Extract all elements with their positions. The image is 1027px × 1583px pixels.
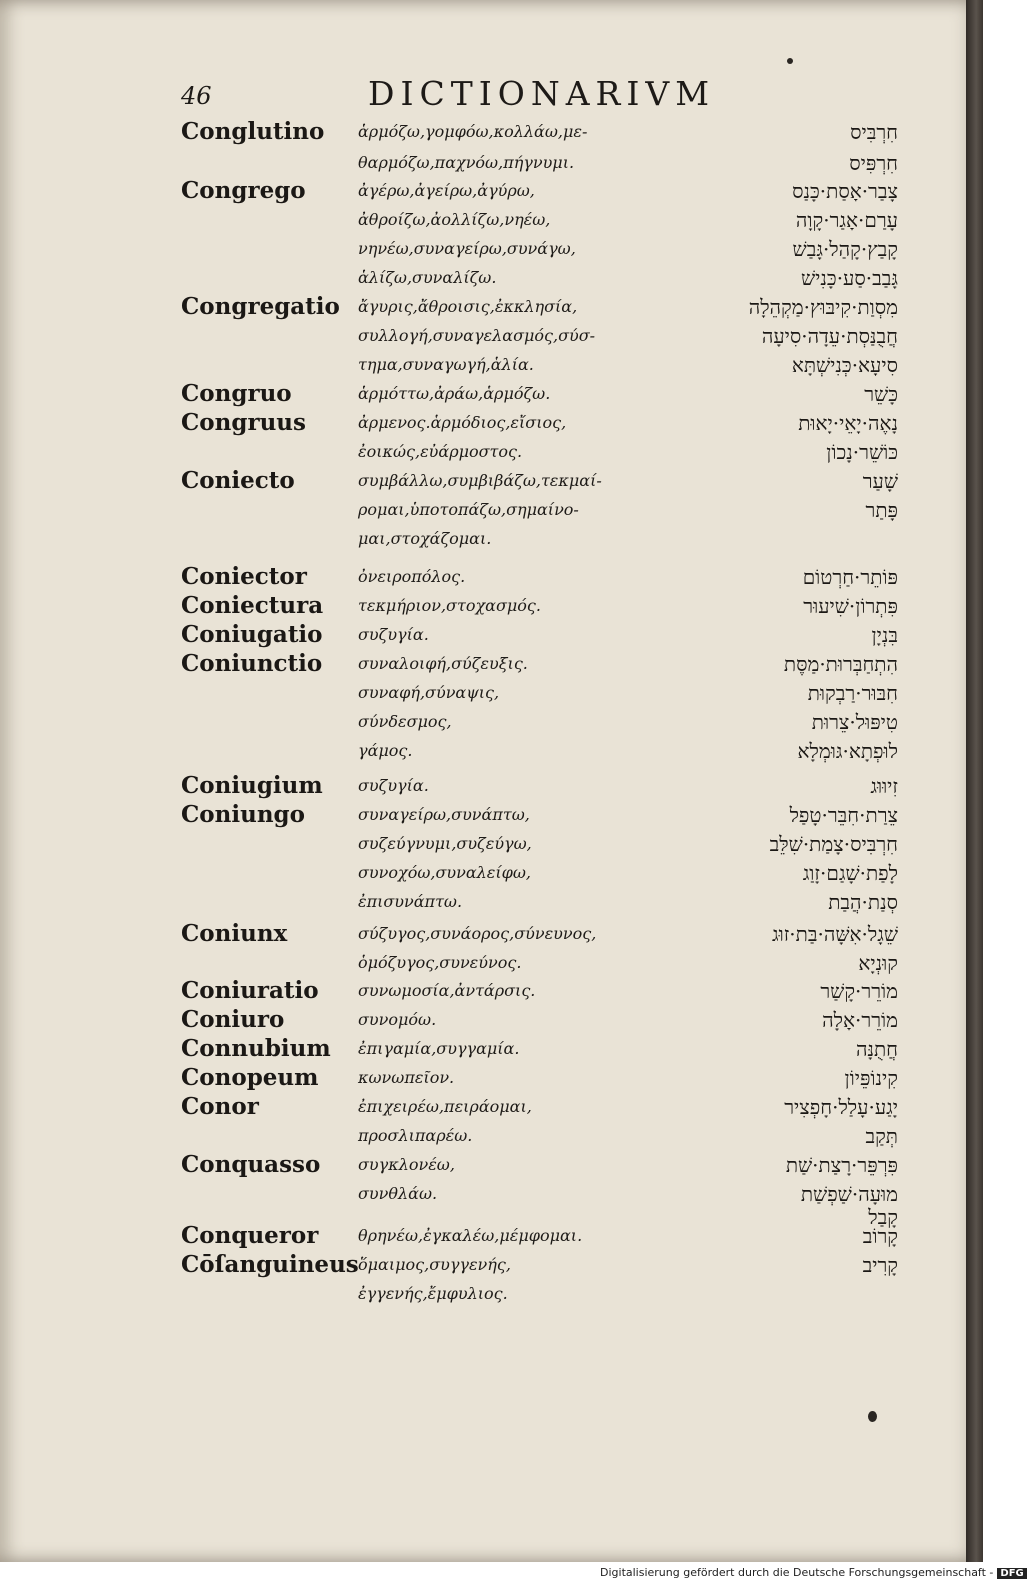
entry-row [0, 801, 983, 830]
entry-row [0, 920, 983, 949]
latin-headword: Coniuro [181, 1006, 285, 1033]
greek-equivalents: συναγείρω,συνάπτω, [358, 805, 530, 824]
hebrew-equivalents: קוּנְיָא [858, 951, 898, 975]
entry-row [0, 467, 983, 496]
greek-equivalents: ἄγυρις,ἄθροισις,ἐκκλησία, [358, 297, 578, 316]
entry-row [0, 496, 983, 525]
greek-equivalents: ἀρμενος.ἁρμόδιος,εἴσιος, [358, 413, 567, 432]
greek-equivalents: ἐπιγαμία,συγγαμία. [358, 1039, 520, 1058]
hebrew-equivalents: צָבַר·אָסַת·כָּנַס [792, 179, 898, 203]
hebrew-equivalents: צֵרַת·חִבֵּר·טָפַל [789, 803, 898, 827]
greek-equivalents: ὅμαιμος,συγγενής, [358, 1255, 511, 1274]
latin-headword: Conquasso [181, 1151, 321, 1178]
latin-headword: Coniunx [181, 920, 288, 947]
latin-headword: Conor [181, 1093, 259, 1120]
greek-equivalents: τημα,συναγωγή,ἁλία. [358, 355, 534, 374]
hebrew-equivalents: שָׁעַר [862, 469, 898, 493]
latin-headword: Coniuratio [181, 977, 319, 1004]
latin-headword: Congregatio [181, 293, 340, 320]
ink-dot [787, 58, 793, 64]
entry-row [0, 177, 983, 206]
hebrew-equivalents: חִרְבִּיס·צָמַת·שִׁלֵּב [769, 832, 898, 856]
entry-row [0, 118, 983, 147]
greek-equivalents: ἐπισυνάπτω. [358, 892, 463, 911]
hebrew-equivalents: מִסְוַת·קִיבּוּץ·מַקְהֵלָה [748, 295, 898, 319]
hebrew-equivalents: קָבַץ·קָהַל·גָּבַשׁ [792, 237, 898, 261]
entry-row [0, 322, 983, 351]
hebrew-equivalents: פִּרְפֵּר·רָצַת·שַׁת [785, 1153, 898, 1177]
greek-equivalents: συζυγία. [358, 776, 429, 795]
latin-headword: Conglutino [181, 118, 325, 145]
ink-dot [868, 1411, 877, 1422]
greek-equivalents: ἀγέρω,ἀγείρω,ἀγύρω, [358, 181, 535, 200]
entry-row [0, 737, 983, 766]
hebrew-equivalents: תְּקַב [865, 1124, 898, 1148]
greek-equivalents: συζεύγνυμι,συζεύγω, [358, 834, 532, 853]
latin-headword: Coniecto [181, 467, 295, 494]
entry-row [0, 679, 983, 708]
latin-headword: Coniugium [181, 772, 323, 799]
greek-equivalents: προσλιπαρέω. [358, 1126, 473, 1145]
greek-equivalents: ἐοικώς,εὐάρμοστος. [358, 442, 523, 461]
hebrew-equivalents: טִיפּוּל·צֵרוּת [811, 710, 898, 734]
hebrew-equivalents: קִינוֹפֵּיוֹן [844, 1066, 898, 1090]
greek-equivalents: συνθλάω. [358, 1184, 438, 1203]
entry-row [0, 149, 983, 178]
hebrew-equivalents: נָאֶה·יָאֵי·יָאוּת [798, 411, 898, 435]
entry-row [0, 380, 983, 409]
entry-row [0, 977, 983, 1006]
latin-headword: Connubium [181, 1035, 331, 1062]
latin-headword: Congrego [181, 177, 306, 204]
entry-row [0, 1222, 983, 1251]
greek-equivalents: συνοχόω,συναλείφω, [358, 863, 531, 882]
hebrew-equivalents: פִּתְרוֹן·שִׁיעוּר [803, 594, 898, 618]
latin-headword: Conopeum [181, 1064, 319, 1091]
hebrew-equivalents: זִיוּוּג [870, 774, 898, 798]
hebrew-equivalents: הִתְחַבְּרוּת·מַסֶּת [783, 652, 898, 676]
greek-equivalents: σύζυγος,συνάορος,σύνευνος, [358, 924, 597, 943]
entry-row [0, 1251, 983, 1280]
greek-equivalents: μαι,στοχάζομαι. [358, 529, 492, 548]
entry-row [0, 1064, 983, 1093]
entry-row [0, 235, 983, 264]
footer-credit: Digitalisierung gefördert durch die Deutsche Forschungsgemeinschaft - [600, 1566, 994, 1579]
hebrew-equivalents: קָרִיב [862, 1253, 898, 1277]
entry-row [0, 772, 983, 801]
hebrew-equivalents: סִיעָא·כְּנִישְׁתָּא [791, 353, 898, 377]
greek-equivalents: ρομαι,ὑποτοπάζω,σημαίνο- [358, 500, 579, 519]
hebrew-equivalents: לָפַת·שָׁגַם·זָוַג [802, 861, 898, 885]
hebrew-equivalents: מוֹרֵר·אָלָה [822, 1008, 898, 1032]
hebrew-equivalents: פּוֹתֵר·חַרְטוֹם [802, 565, 898, 589]
hebrew-equivalents: גָּבַב·סַע·כָּנִישׁ [801, 266, 898, 290]
entry-row [0, 859, 983, 888]
greek-equivalents: συναφή,σύναψις, [358, 683, 500, 702]
entry-row [0, 293, 983, 322]
entry-row [0, 1280, 983, 1309]
hebrew-equivalents: בִּנְיָן [871, 623, 898, 647]
entry-row [0, 1122, 983, 1151]
entry-row [0, 264, 983, 293]
greek-equivalents: ἁλίζω,συναλίζω. [358, 268, 497, 287]
digitization-footer [600, 1566, 1024, 1583]
entry-row [0, 525, 983, 554]
hebrew-equivalents: כָּשֵׁר [864, 382, 898, 406]
entry-row [0, 1093, 983, 1122]
hebrew-equivalents: כּוֹשֵׁר·נָכוֹן [826, 440, 898, 464]
latin-headword: Conqueror [181, 1222, 319, 1249]
latin-headword: Coniector [181, 563, 307, 590]
greek-equivalents: τεκμήριον,στοχασμός. [358, 596, 541, 615]
hebrew-equivalents: עָרַם·אָגַר·קָוָה [795, 208, 898, 232]
hebrew-equivalents: לוּפְתָא·גּוּמְלָא [797, 739, 898, 763]
entry-row [0, 592, 983, 621]
greek-equivalents: συμβάλλω,συμβιβάζω,τεκμαί- [358, 471, 602, 490]
running-title: DICTIONARIVM [368, 74, 716, 113]
greek-equivalents: συνομόω. [358, 1010, 437, 1029]
hebrew-equivalents: חִבּוּר·רַבְקוּת [807, 681, 898, 705]
hebrew-equivalents: חִרְבִּיס [850, 120, 898, 144]
entry-row [0, 949, 983, 978]
hebrew-equivalents: מוּעָה·שַׁפְשַׁת [800, 1182, 898, 1206]
greek-equivalents: ἁρμόττω,ἀράω,ἁρμόζω. [358, 384, 551, 403]
latin-headword: Coniectura [181, 592, 324, 619]
latin-headword: Cōſanguineus [181, 1251, 359, 1278]
latin-headword: Coniugatio [181, 621, 323, 648]
entry-row [0, 621, 983, 650]
latin-headword: Congruo [181, 380, 292, 407]
entry-row [0, 563, 983, 592]
hebrew-equivalents: שֵׁגָל·אִשָּׁה·בַּת·זוּג [772, 922, 898, 946]
entry-row [0, 351, 983, 380]
hebrew-equivalents: מוֹרֵר·קָשַׁר [820, 979, 898, 1003]
entry-row [0, 206, 983, 235]
latin-headword: Coniungo [181, 801, 305, 828]
dfg-logo: DFG [997, 1568, 1026, 1579]
greek-equivalents: συναλοιφή,σύζευξις. [358, 654, 528, 673]
hebrew-equivalents: סְנַת·הֲבַת [828, 890, 898, 914]
greek-equivalents: συνωμοσία,ἀντάρσις. [358, 981, 536, 1000]
greek-equivalents: θρηνέω,ἐγκαλέω,μέμφομαι. [358, 1226, 583, 1245]
greek-equivalents: ἀθροίζω,ἀολλίζω,νηέω, [358, 210, 551, 229]
greek-equivalents: ἐπιχειρέω,πειράομαι, [358, 1097, 532, 1116]
greek-equivalents: ὀνειροπόλος. [358, 567, 466, 586]
hebrew-equivalents: חֲבֻנַּסְת·עֵדָה·סִיעָה [761, 324, 898, 348]
entry-row [0, 708, 983, 737]
greek-equivalents: ἁρμόζω,γομφόω,κολλάω,με- [358, 122, 588, 141]
hebrew-equivalents: חִרְפִּיס [849, 151, 898, 175]
hebrew-equivalents: יָגַע·עָלַל·חָפְצִיר [784, 1095, 898, 1119]
greek-equivalents: συγκλονέω, [358, 1155, 455, 1174]
entry-row [0, 438, 983, 467]
hebrew-equivalents: פָּתַר [865, 498, 898, 522]
greek-equivalents: ἐγγενής,ἔμφυλιος. [358, 1284, 508, 1303]
greek-equivalents: γάμος. [358, 741, 413, 760]
hebrew-equivalents: קָבַל [868, 1205, 898, 1229]
entry-row [0, 1006, 983, 1035]
greek-equivalents: συζυγία. [358, 625, 429, 644]
entry-row [0, 409, 983, 438]
hebrew-equivalents: קָרוֹב [862, 1224, 898, 1248]
entry-row [0, 650, 983, 679]
greek-equivalents: θαρμόζω,παχνόω,πήγνυμι. [358, 153, 575, 172]
greek-equivalents: σύνδεσμος, [358, 712, 452, 731]
hebrew-equivalents: חֲתֻנָּה [855, 1037, 898, 1061]
latin-headword: Coniunctio [181, 650, 323, 677]
latin-headword: Congruus [181, 409, 306, 436]
greek-equivalents: νηνέω,συναγείρω,συνάγω, [358, 239, 576, 258]
entry-row [0, 1151, 983, 1180]
entry-row [0, 888, 983, 917]
greek-equivalents: συλλογή,συναγελασμός,σύσ- [358, 326, 596, 345]
greek-equivalents: ὁμόζυγος,συνεύνος. [358, 953, 522, 972]
entry-row [0, 830, 983, 859]
page-number: 46 [181, 82, 212, 110]
entry-row [0, 1035, 983, 1064]
greek-equivalents: κωνωπεῖον. [358, 1068, 455, 1087]
